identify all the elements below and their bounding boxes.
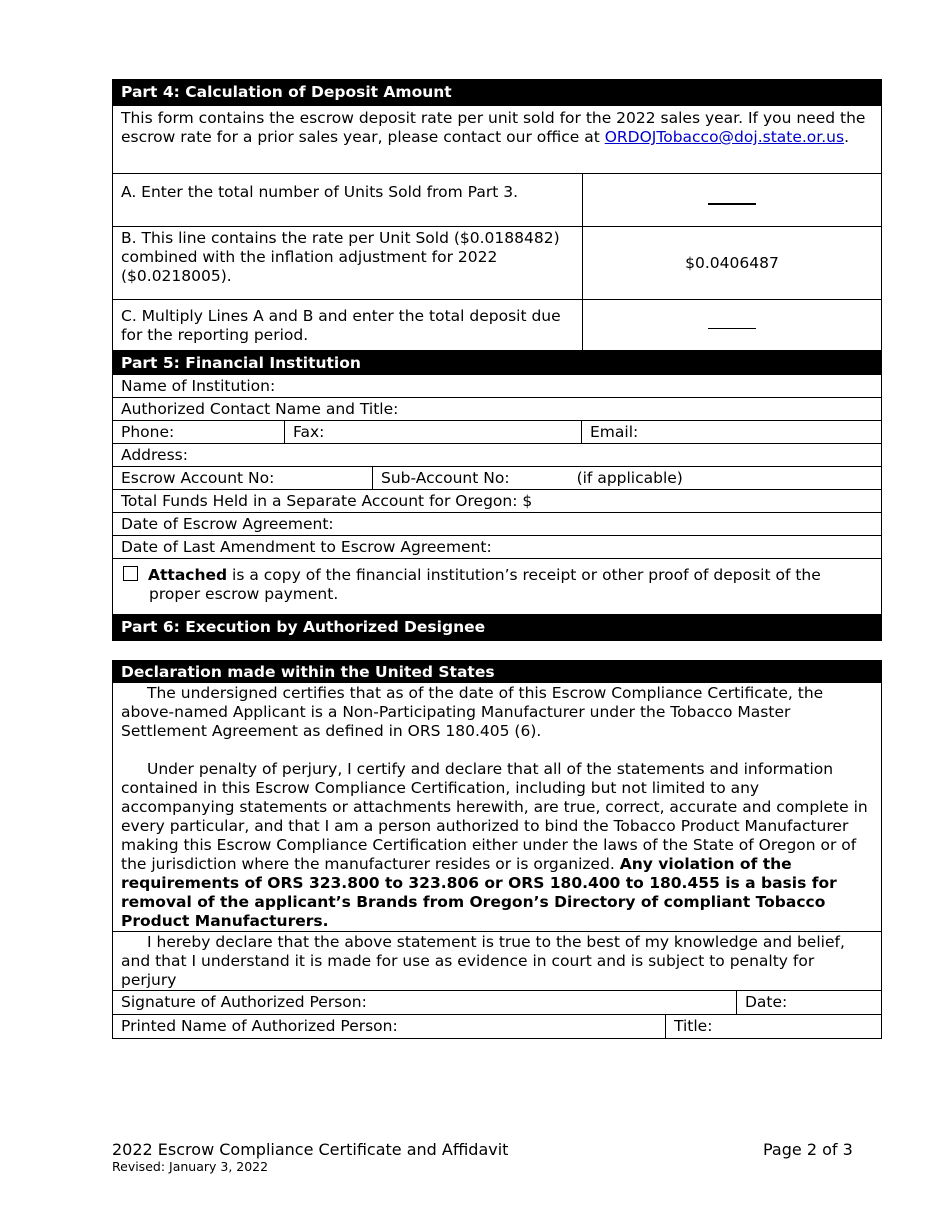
escrow-account-field[interactable]: Escrow Account No:	[113, 467, 373, 490]
contact-name-title-field[interactable]: Authorized Contact Name and Title:	[113, 398, 882, 421]
email-link[interactable]: ORDOJTobacco@doj.state.or.us	[604, 128, 845, 146]
phone-field[interactable]: Phone:	[113, 421, 285, 444]
sub-account-field[interactable]: Sub-Account No: (if applicable)	[373, 467, 882, 490]
form-sheet	[112, 79, 881, 1039]
line-a-field[interactable]	[583, 174, 882, 227]
date-field[interactable]: Date:	[737, 991, 882, 1015]
declaration-body	[113, 683, 882, 932]
institution-name-field[interactable]: Name of Institution:	[113, 375, 882, 398]
line-c-field[interactable]	[583, 300, 882, 351]
line-b-value: $0.0406487	[583, 227, 882, 300]
email-field[interactable]: Email:	[582, 421, 882, 444]
line-a-label: A. Enter the total number of Units Sold from Part 3.	[113, 174, 583, 227]
part4-table	[112, 79, 882, 351]
line-a-blank[interactable]	[708, 203, 756, 205]
footer-page-number: Page 2 of 3	[763, 1140, 853, 1159]
part4-header: Part 4: Calculation of Deposit Amount	[113, 80, 882, 106]
title-field[interactable]: Title:	[666, 1015, 882, 1039]
part5-table	[112, 350, 882, 641]
if-applicable-note: (if applicable)	[576, 469, 683, 487]
line-c-label: C. Multiply Lines A and B and enter the total deposit due for the reporting period.	[113, 300, 583, 351]
declaration-para-1: The undersigned certifies that as of the date of this Escrow Compliance Certificate, the above-named Applicant is a Non-Participating Manufacturer under the Tobacco Master Settlement Agreement as defined in ORS 180.405 (6).	[121, 684, 824, 740]
address-field[interactable]: Address:	[113, 444, 882, 467]
part5-header: Part 5: Financial Institution	[113, 351, 882, 375]
fax-field[interactable]: Fax:	[285, 421, 582, 444]
part4-intro: This form contains the escrow deposit rate per unit sold for the 2022 sales year. If you need the escrow rate for a prior sales year, please contact our office at ORDOJTobacco@doj.state.or.us.	[113, 106, 882, 174]
line-c-blank[interactable]	[708, 328, 756, 329]
last-amendment-date-field[interactable]: Date of Last Amendment to Escrow Agreement:	[113, 536, 882, 559]
signature-field[interactable]: Signature of Authorized Person:	[113, 991, 737, 1015]
declaration-para-2: Under penalty of perjury, I certify and declare that all of the statements and information contained in this Escrow Compliance Certification, including but not limited to any accompanying statements or attachments herewith, are true, correct, accurate and complete in every particular, and that I am a person authorized to bind the Tobacco Product Manufacturer making this Escrow Compliance Certification either under the laws of the State of Oregon or of the jurisdiction where the manufacturer resides or is organized. Any violation of the requirements of ORS 323.800 to 323.806 or ORS 180.400 to 180.455 is a basis for removal of the applicant’s Brands from Oregon’s Directory of compliant Tobacco Product Manufacturers.	[121, 760, 868, 930]
escrow-agreement-date-field[interactable]: Date of Escrow Agreement:	[113, 513, 882, 536]
declaration-header: Declaration made within the United States	[113, 661, 882, 683]
line-b-label: B. This line contains the rate per Unit Sold ($0.0188482) combined with the inflation adjustment for 2022 ($0.0218005).	[113, 227, 583, 300]
total-funds-field[interactable]: Total Funds Held in a Separate Account for Oregon: $	[113, 490, 882, 513]
printed-name-field[interactable]: Printed Name of Authorized Person:	[113, 1015, 666, 1039]
footer-revised: Revised: January 3, 2022	[112, 1159, 269, 1174]
declaration-table	[112, 660, 882, 1039]
attached-checkbox[interactable]	[123, 566, 138, 581]
declaration-para-3: I hereby declare that the above statement is true to the best of my knowledge and belief, and that I understand it is made for use as evidence in court and is subject to penalty for perjury	[113, 932, 882, 991]
part6-header: Part 6: Execution by Authorized Designee	[113, 615, 882, 641]
attached-row: Attached is a copy of the financial institution’s receipt or other proof of deposit of the proper escrow payment.	[113, 559, 882, 615]
footer-title: 2022 Escrow Compliance Certificate and Affidavit	[112, 1140, 509, 1159]
